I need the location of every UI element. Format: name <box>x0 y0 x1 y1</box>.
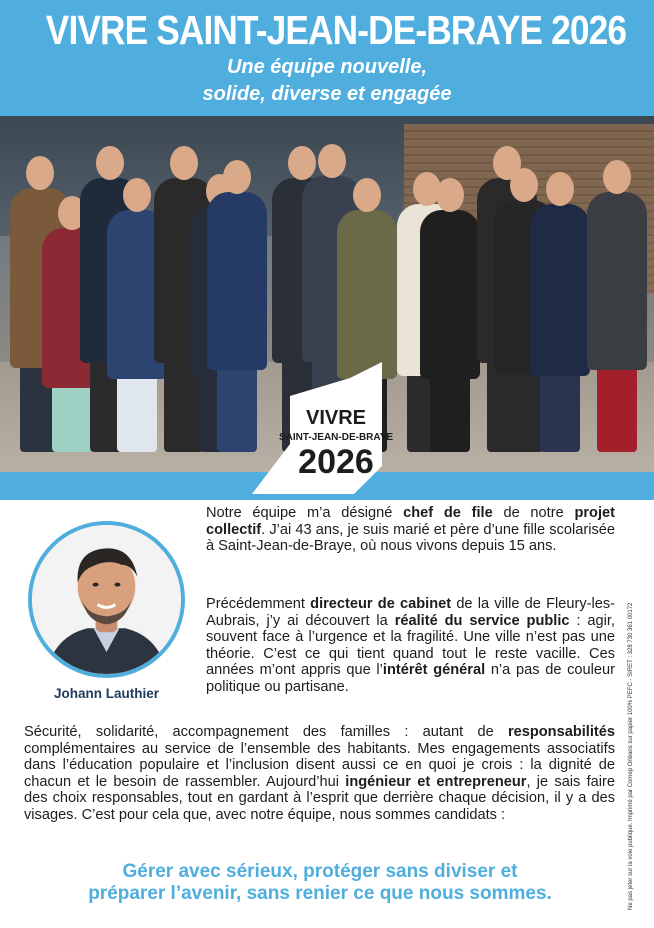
logo-text-year: 2026 <box>298 443 374 481</box>
text-run: complémentaires au service de l’ensemble des habitants. Mes engagements associatifs dans l’éducation populaire et l’inclusion disent aussi ce en quoi je crois : la dignité de chacun et le besoin de rassembler. Aujourd’hui <box>24 740 615 790</box>
text-run: de la ville de Fleury-les-Aubrais, j’y ai découvert la <box>206 596 615 629</box>
slogan <box>24 861 616 905</box>
text-run: , je sais faire des choix responsables, tout en gardant à l’esprit que derrière chaque décision, il y a des visages. C’est pour cela que, avec notre équipe, nous sommes candidats : <box>24 773 615 823</box>
bold-phrase: intérêt général <box>382 662 486 679</box>
text-run: Précédemment <box>206 596 311 612</box>
paragraph-intro <box>206 505 615 555</box>
slogan-line-2: préparer l’avenir, sans renier ce que nous sommes. <box>88 883 552 904</box>
bold-phrase: responsabilités <box>507 724 615 740</box>
subtitle-line-2: solide, diverse et engagée <box>202 83 452 105</box>
paragraph-commitments <box>24 724 615 824</box>
logo-text-vivre: VIVRE <box>305 407 367 429</box>
legal-mention <box>628 560 648 910</box>
candidate-name: Johann Lauthier <box>53 686 159 701</box>
logo-text-city: SAINT-JEAN-DE-BRAYE <box>278 432 394 443</box>
bold-phrase: ingénieur et entrepreneur <box>345 773 527 790</box>
text-run: de notre <box>492 505 575 521</box>
page-title: VIVRE SAINT-JEAN-DE-BRAYE 2026 <box>45 7 627 53</box>
text-run: . J’ai 43 ans, je suis marié et père d’une fille scolarisée à Saint-Jean-de-Braye, où nous vivons depuis 15 ans. <box>206 521 615 555</box>
candidate-portrait <box>28 521 185 678</box>
team-member-figure <box>528 172 592 456</box>
text-run: n’a pas de couleur politique ou partisane. <box>206 662 615 695</box>
team-member-figure <box>585 160 649 456</box>
paragraph-career <box>206 596 615 696</box>
candidate-photo <box>32 525 181 674</box>
bold-phrase: directeur de cabinet <box>310 596 452 612</box>
text-run: Sécurité, solidarité, accompagnement des familles : autant de <box>24 724 508 740</box>
slogan-line-1: Gérer avec sérieux, protéger sans diviser et <box>122 861 518 882</box>
header-banner <box>0 0 654 116</box>
team-member-figure <box>418 178 482 456</box>
campaign-logo <box>232 356 412 496</box>
legal-text: Ne pas jeter sur la voie publique. Imprimé par Comep Orléans sur papier 100% PEFC - SIRET : 328 730 361 00172 <box>628 602 634 910</box>
subtitle-line-1: Une équipe nouvelle, <box>226 56 428 78</box>
text-run: Notre équipe m’a désigné <box>206 505 404 521</box>
bold-phrase: chef de file <box>403 505 493 521</box>
text-run: : agir, souvent face à l’urgence et la fragilité. Une ville n’est pas une théorie. C’est ce qui tient quand tout le reste vacille. Ces années m’ont appris que l’ <box>206 612 615 679</box>
bold-phrase: réalité du service public <box>394 612 570 629</box>
bold-phrase: projet collectif <box>206 505 615 538</box>
